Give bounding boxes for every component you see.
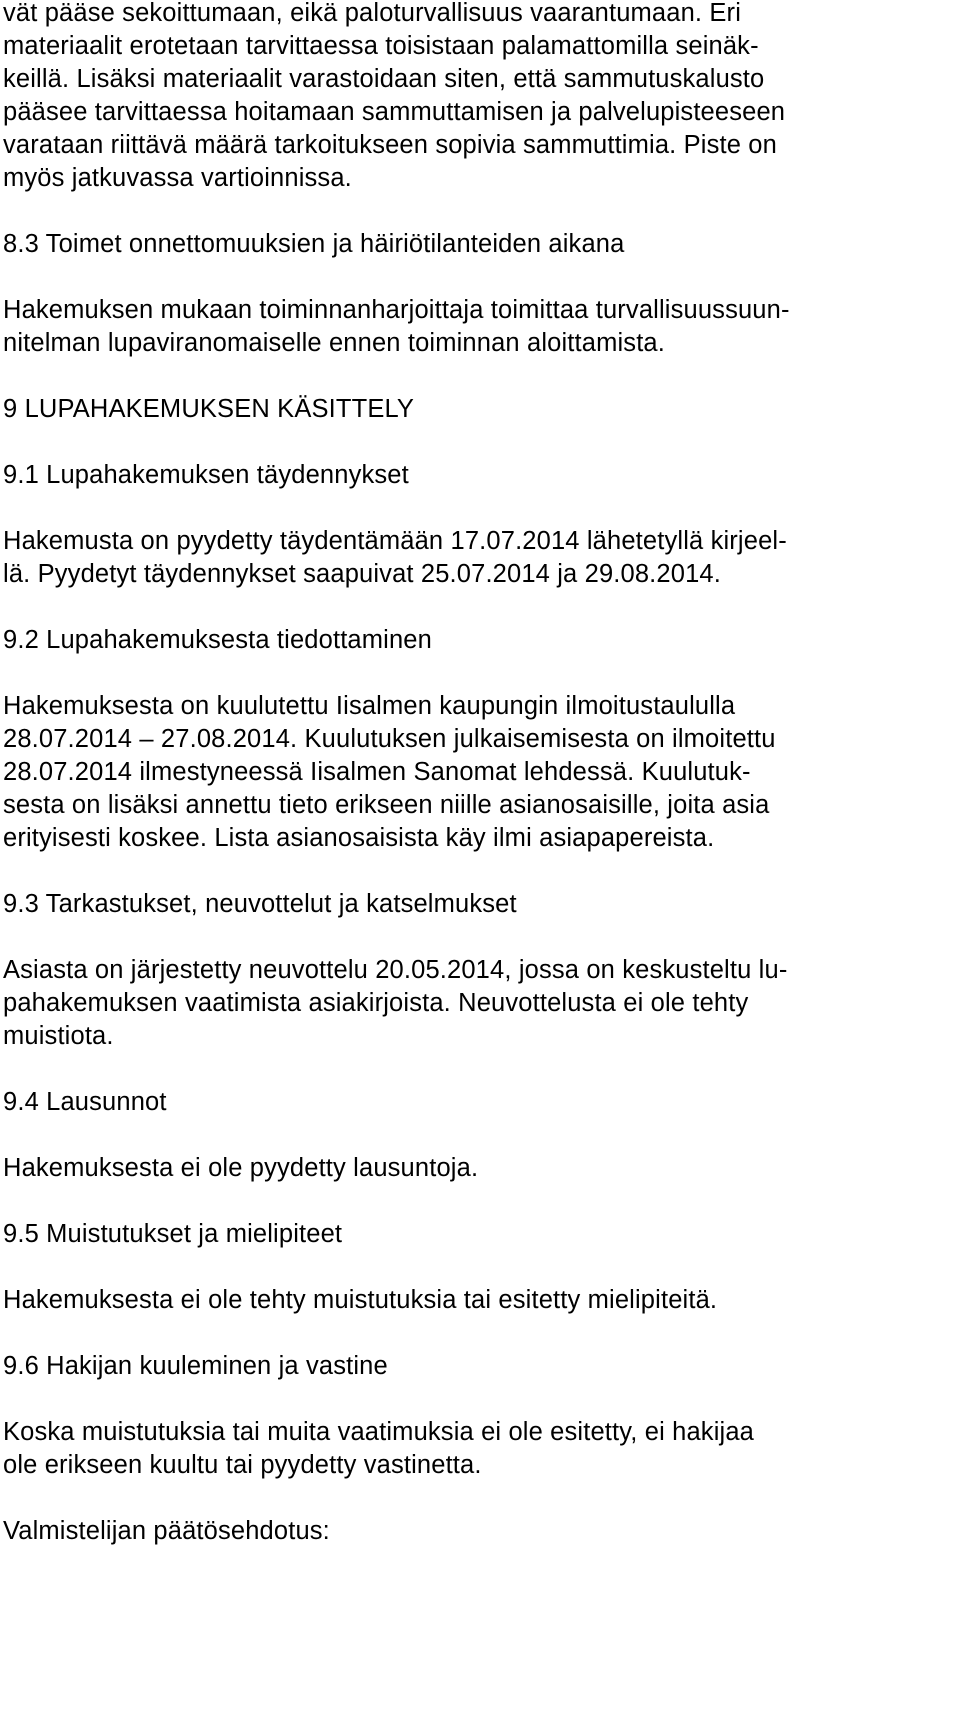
paragraph-line: sesta on lisäksi annettu tieto erikseen niille asianosaisille, joita asia: [3, 791, 770, 819]
paragraph-line: Hakemuksesta ei ole pyydetty lausuntoja.: [3, 1154, 479, 1182]
intro-line: varataan riittävä määrä tarkoitukseen sopivia sammuttimia. Piste on: [3, 131, 777, 159]
paragraph-line: Koska muistutuksia tai muita vaatimuksia ei ole esitetty, ei hakijaa: [3, 1418, 754, 1446]
closing-heading: Valmistelijan päätösehdotus:: [3, 1517, 330, 1545]
paragraph-line: nitelman lupaviranomaiselle ennen toiminnan aloittamista.: [3, 329, 665, 357]
section-heading-9-2: 9.2 Lupahakemuksesta tiedottaminen: [3, 626, 432, 654]
paragraph-line: muistiota.: [3, 1022, 114, 1050]
paragraph-line: 28.07.2014 ilmestyneessä Iisalmen Sanomat lehdessä. Kuulutuk-: [3, 758, 751, 786]
chapter-heading-9: 9 LUPAHAKEMUKSEN KÄSITTELY: [3, 395, 415, 423]
intro-line: materiaalit erotetaan tarvittaessa toisistaan palamattomilla seinäk-: [3, 32, 759, 60]
section-heading-9-1: 9.1 Lupahakemuksen täydennykset: [3, 461, 409, 489]
section-heading-9-4: 9.4 Lausunnot: [3, 1088, 167, 1116]
section-heading-9-3: 9.3 Tarkastukset, neuvottelut ja katselmukset: [3, 890, 517, 918]
paragraph-line: Hakemusta on pyydetty täydentämään 17.07.2014 lähetetyllä kirjeel-: [3, 527, 787, 555]
paragraph-line: Hakemuksen mukaan toiminnanharjoittaja toimittaa turvallisuussuun-: [3, 296, 790, 324]
section-heading-8-3: 8.3 Toimet onnettomuuksien ja häiriötilanteiden aikana: [3, 230, 625, 258]
paragraph-line: Asiasta on järjestetty neuvottelu 20.05.2014, jossa on keskusteltu lu-: [3, 956, 788, 984]
paragraph-line: Hakemuksesta ei ole tehty muistutuksia tai esitetty mielipiteitä.: [3, 1286, 718, 1314]
section-heading-9-5: 9.5 Muistutukset ja mielipiteet: [3, 1220, 343, 1248]
intro-line: keillä. Lisäksi materiaalit varastoidaan siten, että sammutuskalusto: [3, 65, 765, 93]
intro-line: pääsee tarvittaessa hoitamaan sammuttamisen ja palvelupisteeseen: [3, 98, 786, 126]
intro-line: myös jatkuvassa vartioinnissa.: [3, 164, 352, 192]
paragraph-line: erityisesti koskee. Lista asianosaisista käy ilmi asiapapereista.: [3, 824, 715, 852]
paragraph-line: 28.07.2014 – 27.08.2014. Kuulutuksen julkaisemisesta on ilmoitettu: [3, 725, 776, 753]
paragraph-line: ole erikseen kuultu tai pyydetty vastinetta.: [3, 1451, 482, 1479]
paragraph-line: pahakemuksen vaatimista asiakirjoista. Neuvottelusta ei ole tehty: [3, 989, 749, 1017]
section-heading-9-6: 9.6 Hakijan kuuleminen ja vastine: [3, 1352, 388, 1380]
paragraph-line: Hakemuksesta on kuulutettu Iisalmen kaupungin ilmoitustaululla: [3, 692, 736, 720]
intro-line: vät pääse sekoittumaan, eikä paloturvallisuus vaarantumaan. Eri: [3, 0, 742, 27]
paragraph-line: lä. Pyydetyt täydennykset saapuivat 25.07.2014 ja 29.08.2014.: [3, 560, 721, 588]
